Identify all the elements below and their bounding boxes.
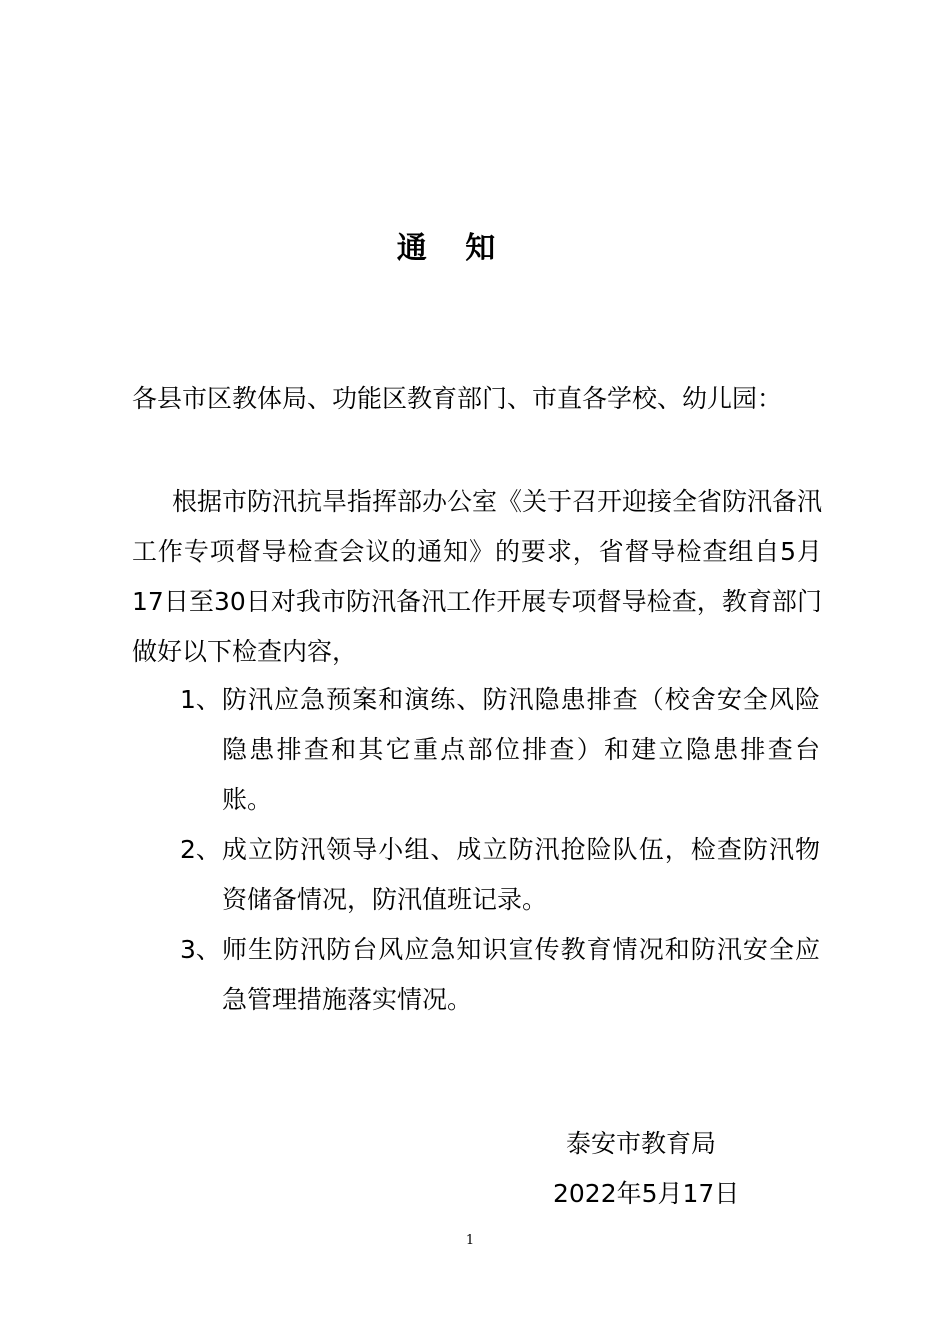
list-item-text: 防汛应急预案和演练、防汛隐患排查（校舍安全风险隐患排查和其它重点部位排查）和建立隐患排查台账。: [222, 685, 820, 814]
document-title: 通 知: [396, 231, 510, 266]
body-paragraph: 根据市防汛抗旱指挥部办公室《关于召开迎接全省防汛备汛工作专项督导检查会议的通知》的要求，省督导检查组自5月17日至30日对我市防汛备汛工作开展专项督导检查，教育部门做好以下检查内容，: [132, 487, 823, 666]
salutation: 各县市区教体局、功能区教育部门、市直各学校、幼儿园：: [132, 384, 783, 413]
list-item-number: 3、: [180, 935, 221, 964]
list-item-number: 1、: [180, 685, 221, 714]
list-item-text: 师生防汛防台风应急知识宣传教育情况和防汛安全应急管理措施落实情况。: [222, 935, 820, 1014]
page-number: 1: [465, 1233, 475, 1248]
signer: 泰安市教育局: [566, 1129, 717, 1158]
list-item: [180, 675, 820, 825]
list-item: [180, 925, 820, 1025]
list-item-number: 2、: [180, 835, 221, 864]
signature-date: 2022年5月17日: [553, 1179, 740, 1208]
list-item-text: 成立防汛领导小组、成立防汛抢险队伍，检查防汛物资储备情况，防汛值班记录。: [222, 835, 820, 914]
list-item: [180, 825, 820, 925]
inspection-items-list: [180, 675, 820, 1025]
